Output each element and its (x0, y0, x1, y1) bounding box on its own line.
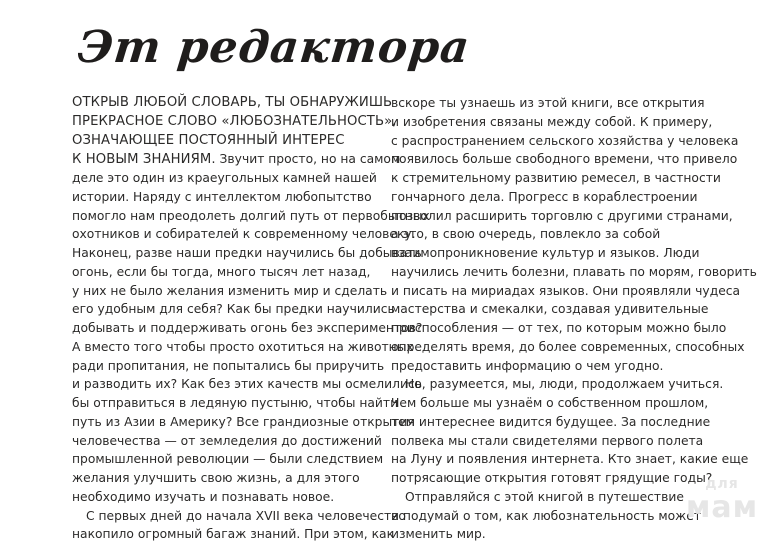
text-line: и изобретения связаны между собой. К примеру, (391, 114, 713, 129)
text-line: тем интереснее видится будущее. За последние (391, 414, 711, 429)
text-line: человечества — от земледелия до достижений (72, 433, 382, 448)
text-line: предоставить информацию о чем угодно. (391, 358, 664, 373)
text-line: бы отправиться в ледяную пустыню, чтобы найти (72, 396, 399, 410)
watermark-top-text: для (705, 476, 739, 492)
text-line: у них не было желания изменить мир и сделать (72, 283, 388, 298)
text-line: к стремительному развитию ремесел, в частности (391, 171, 721, 185)
text-line: необходимо изучать и познавать новое. (72, 489, 335, 504)
line-text: Звучит просто, но на самом (215, 152, 401, 167)
text-line: ради пропитания, не попытались бы приручить (72, 358, 385, 373)
text-line: определять время, до более современных, способных (391, 339, 745, 354)
watermark-bottom-text: мам (685, 490, 759, 525)
text-line: потрясающие открытия готовят грядущие годы? (391, 471, 713, 485)
text-line: Отправляйся с этой книгой в путешествие (405, 489, 684, 504)
text-line: взаимопроникновение культур и языков. Люди (391, 246, 700, 260)
text-line: А вместо того чтобы просто охотиться на животных (72, 339, 414, 354)
text-line: деле это один из краеугольных камней нашей (72, 171, 377, 185)
text-line: и разводить их? Как без этих качеств мы осмелились (72, 377, 422, 392)
text-line: ПРЕКРАСНОЕ СЛОВО «ЛЮБОЗНАТЕЛЬНОСТЬ», (72, 113, 397, 129)
text-line: Но, разумеется, мы, люди, продолжаем учиться. (405, 377, 724, 392)
left-column (72, 94, 430, 544)
text-line: и подумай о том, как любознательность может (391, 508, 701, 523)
text-line: С первых дней до начала XVII века человечество (86, 508, 406, 523)
text-line: добывать и поддерживать огонь без экспериментов? (72, 321, 423, 335)
text-line: охотников и собирателей к современному человеку. (72, 227, 416, 242)
text-line: ОТКРЫВ ЛЮБОЙ СЛОВАРЬ, ТЫ ОБНАРУЖИШЬ (72, 95, 393, 110)
text-line: желания улучшить свою жизнь, а для этого (72, 471, 360, 485)
text-line: приспособления — от тех, по которым можно было (391, 321, 727, 335)
text-line: мастерства и смекалки, создавая удивительные (391, 302, 709, 317)
text-line: изменить мир. (391, 527, 486, 542)
text-line: вскоре ты узнаешь из этой книги, все открытия (391, 96, 705, 110)
text-line: накопило огромный багаж знаний. При этом, как (72, 527, 395, 542)
text-line: на Луну и появления интернета. Кто знает, какие еще (391, 452, 749, 467)
text-line: его удобным для себя? Как бы предки научились (72, 302, 395, 317)
text-line: путь из Азии в Америку? Все грандиозные открытия (72, 414, 415, 429)
text-line: истории. Наряду с интеллектом любопытство (72, 189, 372, 204)
text-line: научились лечить болезни, плавать по морям, говорить (391, 264, 757, 279)
text-line: ОЗНАЧАЮЩЕЕ ПОСТОЯННЫЙ ИНТЕРЕС (72, 132, 345, 148)
text-line: позволил расширить торговлю с другими странами, (391, 208, 733, 223)
text-line: появилось больше свободного времени, что привело (391, 152, 738, 167)
text-line: с распространением сельского хозяйства у человека (391, 133, 739, 148)
text-line: гончарного дела. Прогресс в кораблестроении (391, 189, 698, 204)
text-line: Чем больше мы узнаём о собственном прошлом, (391, 396, 709, 410)
text-line: полвека мы стали свидетелями первого полета (391, 433, 704, 448)
lead-in-caps: К НОВЫМ ЗНАНИЯМ. (72, 152, 216, 168)
text-line (72, 150, 401, 169)
page-title: Эт редактора (75, 22, 473, 73)
watermark-logo (682, 476, 762, 524)
text-line: а это, в свою очередь, повлекло за собой (391, 227, 661, 242)
text-line: промышленной революции — были следствием (72, 452, 384, 467)
text-line: помогло нам преодолеть долгий путь от первобытных (72, 208, 430, 223)
text-line: Наконец, разве наши предки научились бы добывать (72, 246, 422, 260)
text-line: огонь, если бы тогда, много тысяч лет назад, (72, 264, 371, 279)
text-line: и писать на мириадах языков. Они проявляли чудеса (391, 283, 741, 298)
